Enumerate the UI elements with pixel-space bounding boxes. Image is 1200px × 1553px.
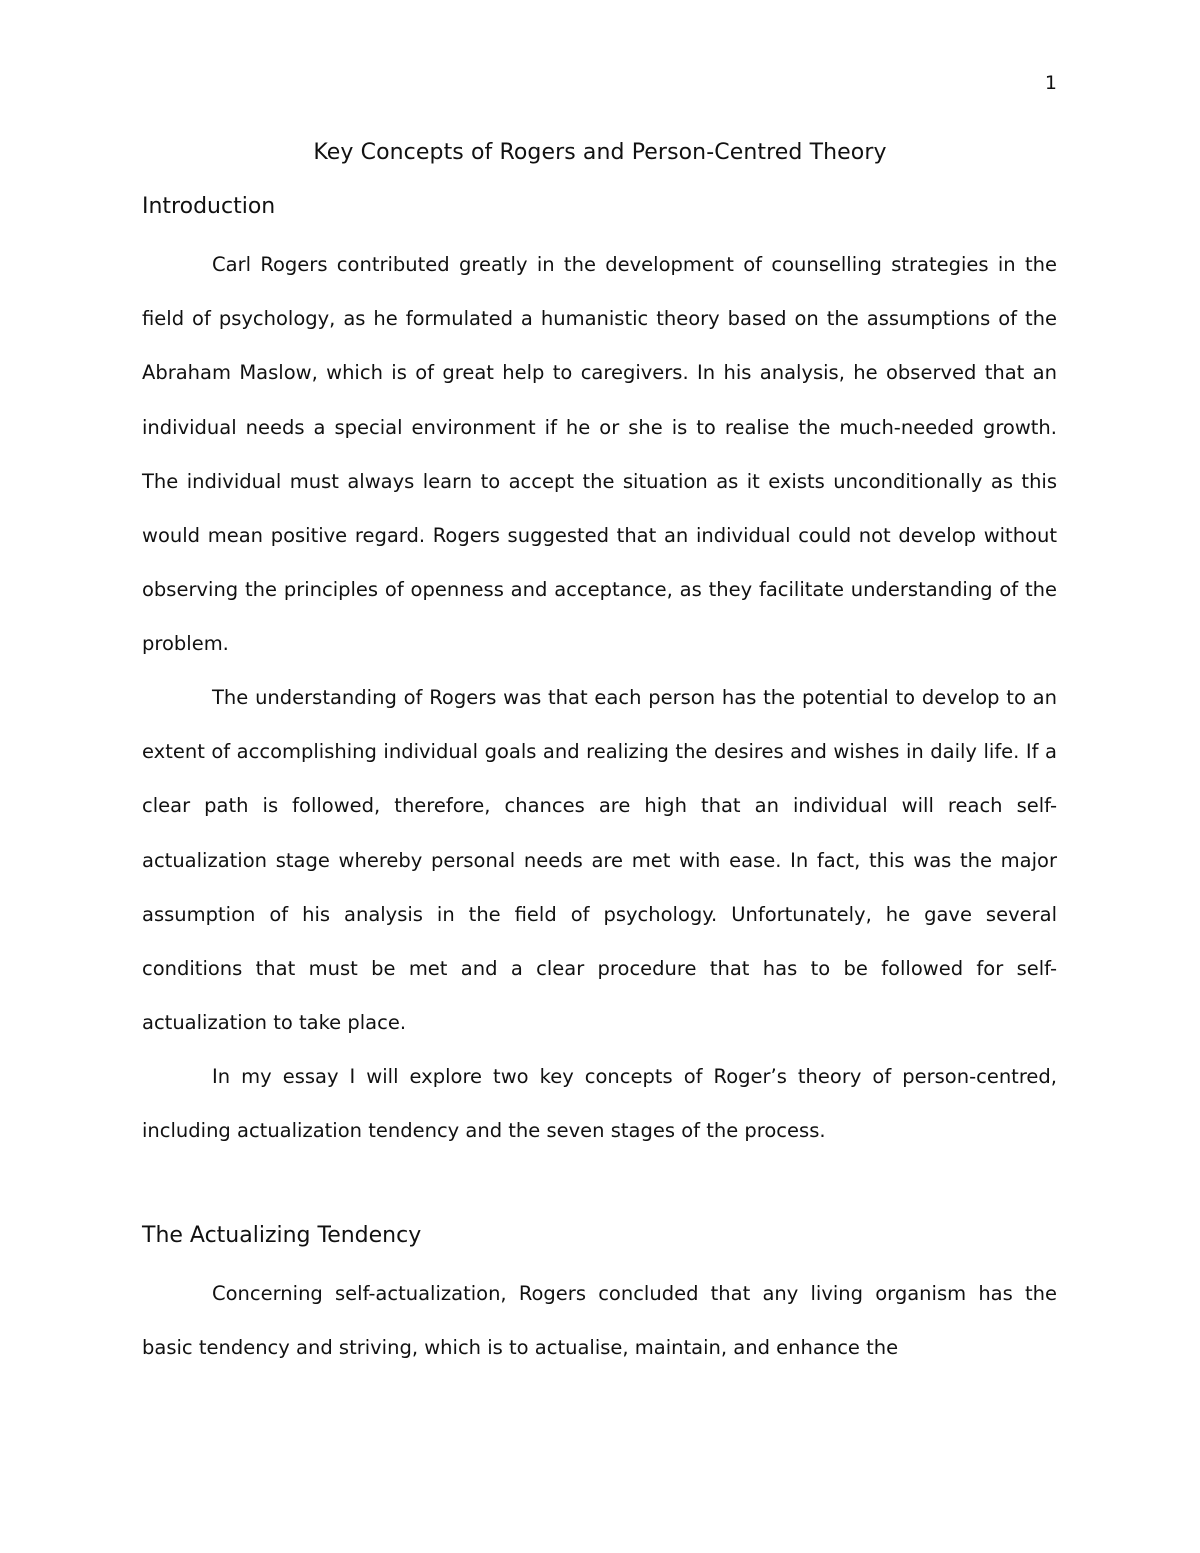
intro-paragraph-3: In my essay I will explore two key concepts of Roger’s theory of person-centred, including actualization tendency and the seven stages of the process.: [142, 1065, 1057, 1143]
document-title: Key Concepts of Rogers and Person-Centred Theory: [313, 140, 887, 165]
section-heading-introduction: Introduction: [142, 194, 276, 219]
actualizing-paragraph-1: Concerning self-actualization, Rogers concluded that any living organism has the basic tendency and striving, which is to actualise, maintain, and enhance the: [142, 1282, 1057, 1360]
page-number: 1: [1044, 72, 1057, 94]
intro-paragraph-2: The understanding of Rogers was that each person has the potential to develop to an extent of accomplishing individual goals and realizing the desires and wishes in daily life. If a clear path is followed, therefore, chances are high that an individual will reach self-actualization stage whereby personal needs are met with ease. In fact, this was the major assumption of his analysis in the field of psychology. Unfortunately, he gave several conditions that must be met and a clear procedure that has to be followed for self-actualization to take place.: [142, 686, 1057, 1035]
intro-paragraph-1: Carl Rogers contributed greatly in the development of counselling strategies in the field of psychology, as he formulated a humanistic theory based on the assumptions of the Abraham Maslow, which is of great help to caregivers. In his analysis, he observed that an individual needs a special environment if he or she is to realise the much-needed growth. The individual must always learn to accept the situation as it exists unconditionally as this would mean positive regard. Rogers suggested that an individual could not develop without observing the principles of openness and acceptance, as they facilitate understanding of the problem.: [142, 253, 1057, 656]
section-heading-actualizing-tendency: The Actualizing Tendency: [142, 1223, 422, 1248]
